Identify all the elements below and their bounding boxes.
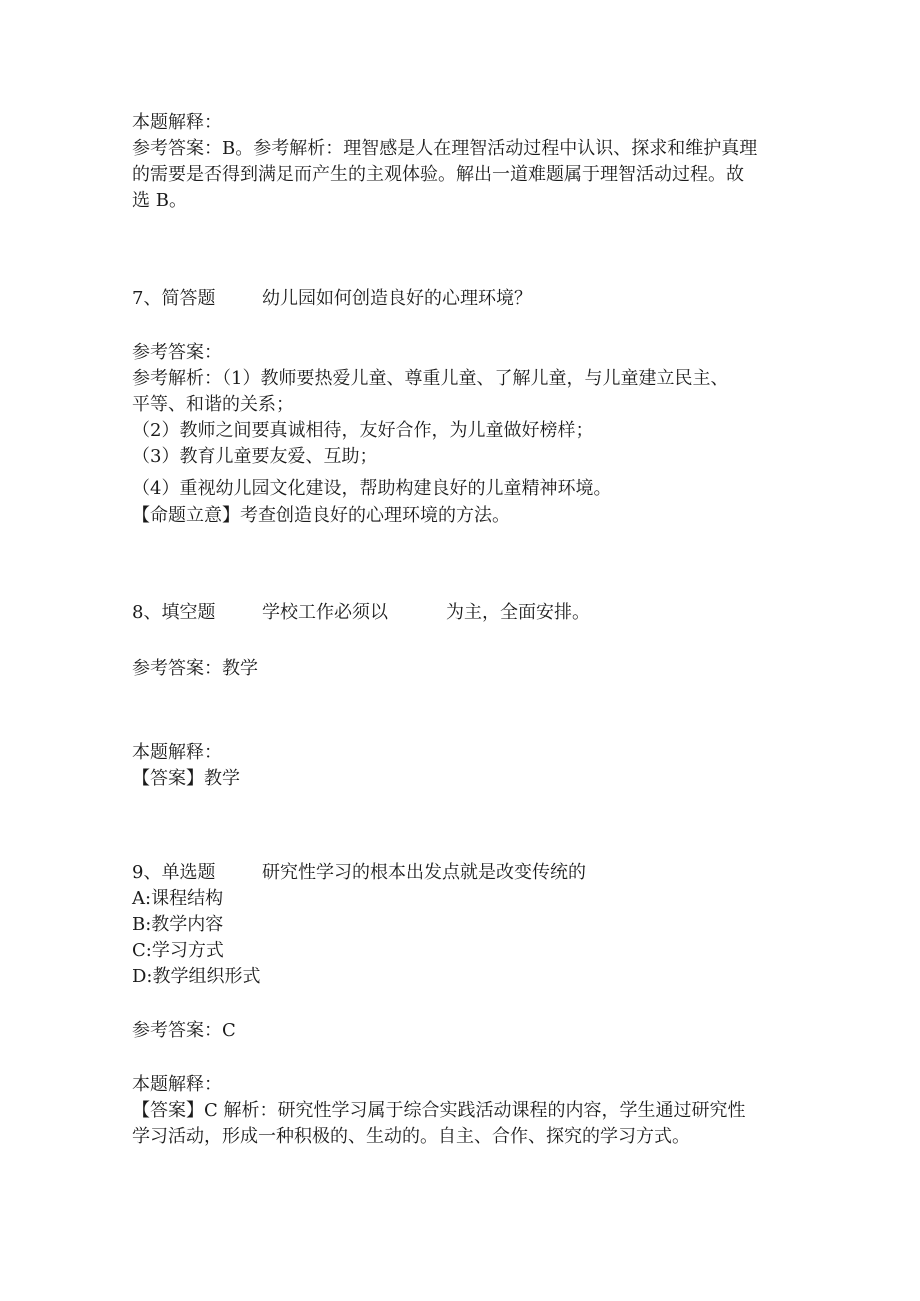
- analysis-line: 参考解析：（1）教师要热爱儿童、尊重儿童、了解儿童，与儿童建立民主、: [132, 368, 729, 389]
- question-number-type: 9、单选题: [132, 862, 216, 883]
- option-d: D:教学组织形式: [132, 966, 261, 987]
- question-text-before: 学校工作必须以: [262, 602, 388, 623]
- explain-label: 本题解释：: [132, 112, 222, 133]
- explain-text-line: 的需要是否得到满足而产生的主观体验。解出一道难题属于理智活动过程。故: [132, 164, 744, 185]
- question-9-heading: [132, 860, 586, 886]
- explain-text-line: 参考答案：B。参考解析：理智感是人在理智活动过程中认识、探求和维护真理: [132, 138, 758, 159]
- question-intent: 【命题立意】考查创造良好的心理环境的方法。: [132, 505, 510, 526]
- answer-line: 参考答案：教学: [132, 658, 258, 679]
- question-number-type: 8、填空题: [132, 602, 216, 623]
- question-text: 研究性学习的根本出发点就是改变传统的: [262, 862, 586, 883]
- explain-text-line: 选 B。: [132, 190, 187, 211]
- option-b: B:教学内容: [132, 914, 224, 935]
- option-a: A:课程结构: [132, 888, 224, 909]
- question-7-heading: [132, 286, 532, 312]
- explain-text-line: 【答案】教学: [132, 768, 240, 789]
- option-c: C:学习方式: [132, 940, 224, 961]
- question-text-after: 为主，全面安排。: [446, 602, 590, 623]
- analysis-point: （4）重视幼儿园文化建设，帮助构建良好的儿童精神环境。: [132, 478, 612, 499]
- question-8-heading: [132, 600, 590, 626]
- analysis-point: （2）教师之间要真诚相待，友好合作，为儿童做好榜样；: [132, 420, 594, 441]
- explain-label: 本题解释：: [132, 1074, 222, 1095]
- analysis-point: （3）教育儿童要友爱、互助；: [132, 446, 378, 467]
- question-text: 幼儿园如何创造良好的心理环境？: [262, 288, 532, 309]
- answer-line: 参考答案：C: [132, 1020, 236, 1041]
- answer-label: 参考答案：: [132, 342, 222, 363]
- question-number-type: 7、简答题: [132, 288, 216, 309]
- explain-text-line: 【答案】C 解析：研究性学习属于综合实践活动课程的内容，学生通过研究性: [132, 1100, 746, 1121]
- explain-text-line: 学习活动，形成一种积极的、生动的。自主、合作、探究的学习方式。: [132, 1126, 690, 1147]
- explain-label: 本题解释：: [132, 742, 222, 763]
- analysis-line: 平等、和谐的关系；: [132, 394, 294, 415]
